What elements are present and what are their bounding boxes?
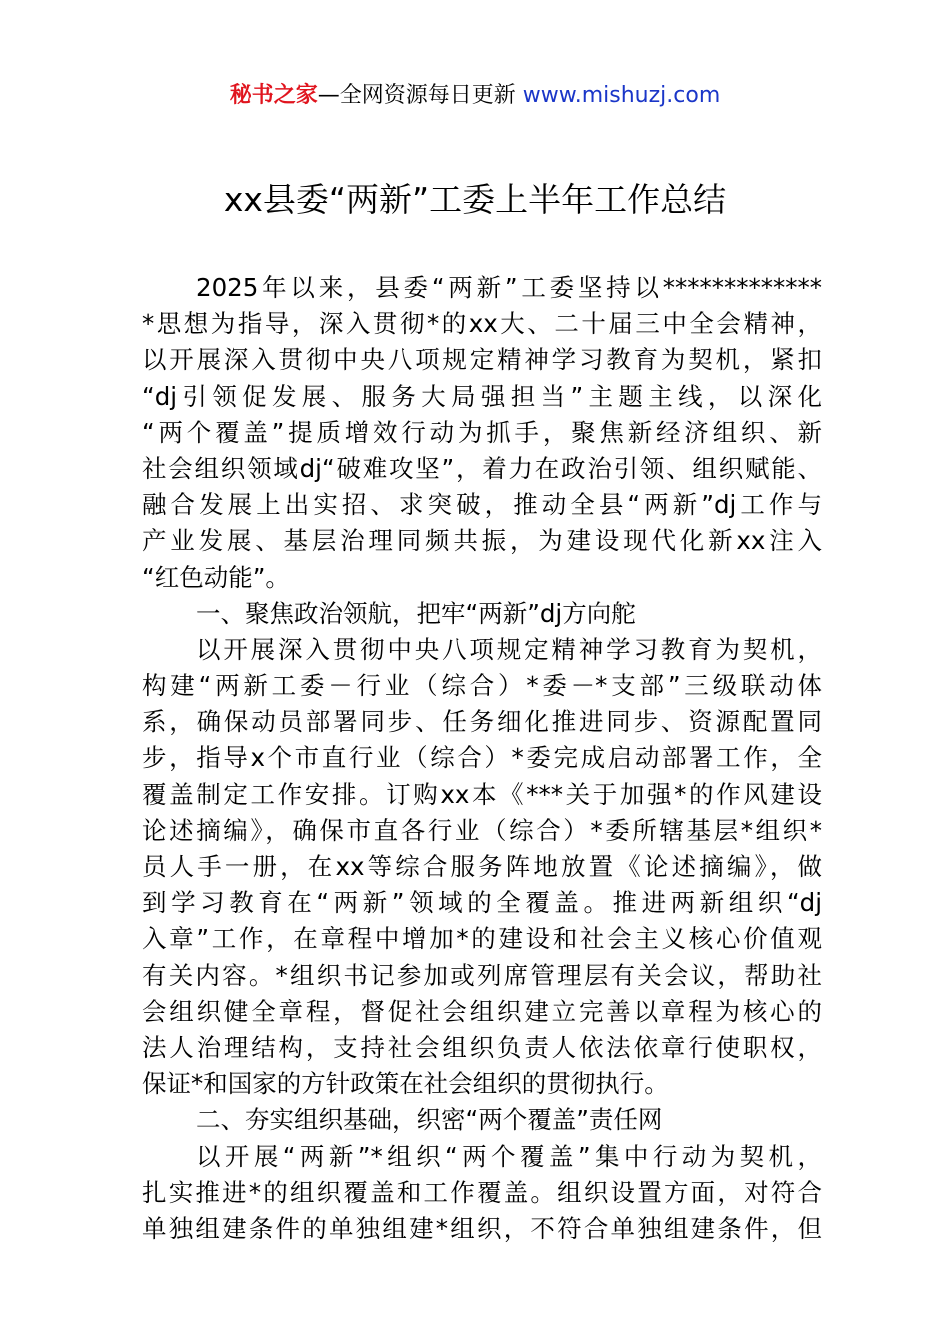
text-line: 覆盖制定工作安排。订购xx本《***关于加强*的作风建设 [142, 779, 822, 809]
text-line: 有关内容。*组织书记参加或列席管理层有关会议，帮助社 [142, 960, 822, 990]
text-line: 以开展深入贯彻中央八项规定精神学习教育为契机，紧扣 [142, 345, 822, 375]
text-line: 产业发展、基层治理同频共振，为建设现代化新xx注入 [142, 526, 822, 556]
document-body [142, 270, 822, 1247]
document-title: xx县委“两新”工委上半年工作总结 [223, 180, 727, 219]
text-line: 构建“两新工委－行业（综合）*委－*支部”三级联动体 [142, 671, 822, 701]
text-line: 会组织健全章程，督促社会组织建立完善以章程为核心的 [142, 996, 822, 1026]
text-line: 论述摘编》，确保市直各行业（综合）*委所辖基层*组织* [142, 815, 822, 845]
text-line: 员人手一册，在xx等综合服务阵地放置《论述摘编》，做 [142, 852, 822, 881]
text-line: 一、聚焦政治领航，把牢“两新”dj方向舵 [196, 598, 636, 628]
site-header [0, 80, 950, 112]
text-line: 步，指导x个市直行业（综合）*委完成启动部署工作，全 [142, 743, 822, 773]
text-line: 以开展“两新”*组织“两个覆盖”集中行动为契机， [196, 1141, 822, 1171]
text-line: 扎实推进*的组织覆盖和工作覆盖。组织设置方面，对符合 [142, 1177, 822, 1207]
text-line: “dj引领促发展、服务大局强担当”主题主线，以深化 [142, 381, 822, 411]
text-line: *思想为指导，深入贯彻*的xx大、二十届三中全会精神， [142, 309, 822, 339]
text-line: 入章”工作，在章程中增加*的建设和社会主义核心价值观 [142, 924, 822, 954]
text-line: 保证*和国家的方针政策在社会组织的贯彻执行。 [142, 1069, 669, 1099]
text-line: 法人治理结构，支持社会组织负责人依法依章行使职权， [142, 1032, 822, 1062]
text-line: 到学习教育在“两新”领域的全覆盖。推进两新组织“dj [142, 888, 822, 918]
text-line: 融合发展上出实招、求突破，推动全县“两新”dj工作与 [142, 490, 822, 520]
text-line: 单独组建条件的单独组建*组织，不符合单独组建条件，但 [142, 1213, 822, 1243]
text-line: 系，确保动员部署同步、任务细化推进同步、资源配置同 [142, 707, 822, 737]
site-url-link[interactable]: www.mishuzj.com [522, 83, 721, 108]
text-line: 2025年以来，县委“两新”工委坚持以************* [196, 273, 822, 302]
site-brand: 秘书之家 [229, 83, 318, 108]
text-line: “两个覆盖”提质增效行动为抓手，聚焦新经济组织、新 [142, 417, 822, 447]
text-line: 二、夯实组织基础，织密“两个覆盖”责任网 [196, 1105, 663, 1135]
site-tagline: —全网资源每日更新 [317, 83, 516, 108]
text-line: “红色动能”。 [142, 562, 290, 592]
text-line: 以开展深入贯彻中央八项规定精神学习教育为契机， [196, 634, 822, 664]
text-line: 社会组织领域dj“破难攻坚”，着力在政治引领、组织赋能、 [142, 453, 822, 483]
